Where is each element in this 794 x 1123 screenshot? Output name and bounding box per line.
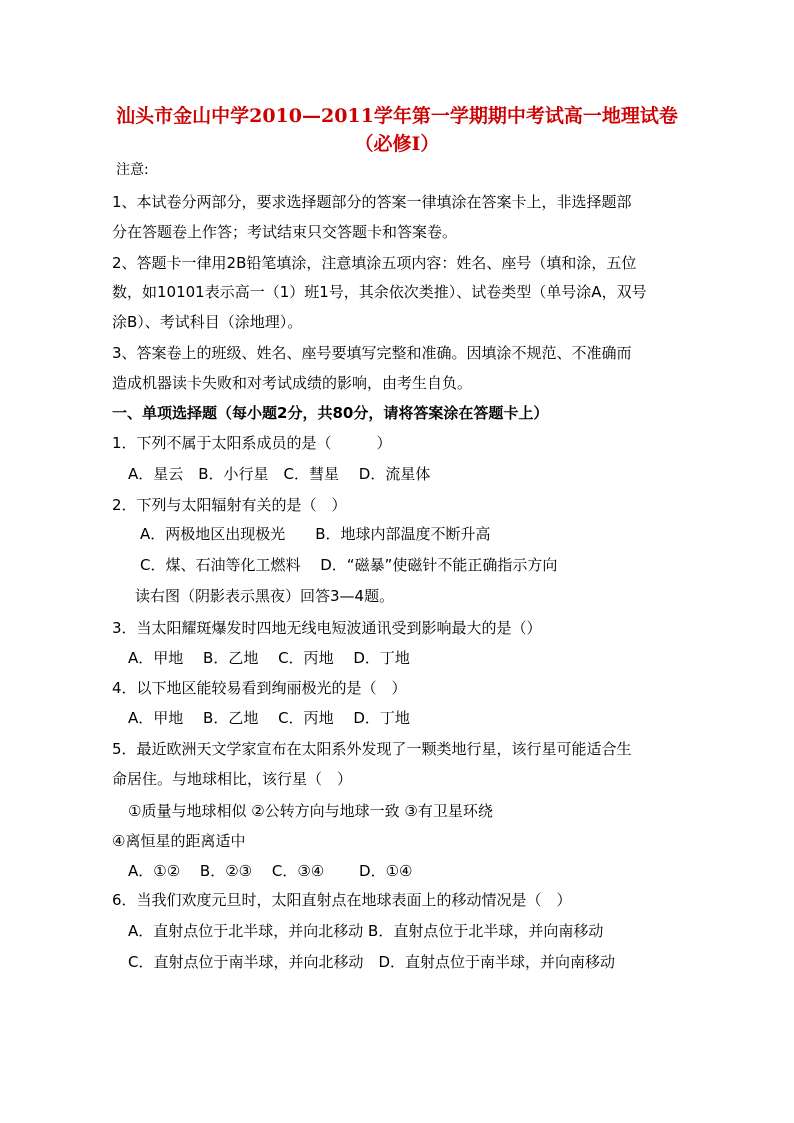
notes-line: 数，如10101表示高一（1）班1号，其余依次类推）、试卷类型（单号涂A，双号 (112, 283, 647, 301)
question-5-choice-a: ①质量与地球相似 ②公转方向与地球一致 ③有卫星环绕 (128, 802, 493, 820)
notes-line: 1、本试卷分两部分，要求选择题部分的答案一律填涂在答案卡上，非选择题部 (112, 193, 632, 211)
exam-title: 汕头市金山中学2010—2011学年第一学期期中考试高一地理试卷 (116, 105, 678, 127)
question-5-options: A．①② B．②③ C．③④ D．①④ (128, 862, 413, 880)
question-5-stem-b: 命居住。与地球相比，该行星（ ） (112, 770, 353, 788)
notes-line: 造成机器读卡失败和对考试成绩的影响，由考生自负。 (112, 374, 473, 392)
question-2-options-a: A．两极地区出现极光 B．地球内部温度不断升高 (140, 525, 491, 543)
question-5-choice-b: ④离恒星的距离适中 (112, 832, 246, 850)
section-heading: 一、单项选择题（每小题2分，共80分，请将答案涂在答题卡上） (112, 404, 549, 422)
read-map-instruction: 读右图（阴影表示黑夜）回答3—4题。 (135, 587, 395, 605)
question-3-options: A．甲地 B．乙地 C．丙地 D．丁地 (128, 649, 410, 667)
question-6-stem: 6．当我们欢度元旦时，太阳直射点在地球表面上的移动情况是（ ） (112, 891, 572, 909)
question-4-stem: 4．以下地区能较易看到绚丽极光的是（ ） (112, 679, 407, 697)
notes-line: 分在答题卷上作答；考试结束只交答题卡和答案卷。 (112, 223, 458, 241)
notes-line: 2、答题卡一律用2B铅笔填涂，注意填涂五项内容：姓名、座号（填和涂，五位 (112, 254, 637, 272)
notes-label: 注意: (116, 162, 149, 178)
question-2-options-b: C．煤、石油等化工燃料 D．“磁暴”使磁针不能正确指示方向 (140, 556, 558, 574)
question-1-stem: 1．下列不属于太阳系成员的是（ ） (112, 434, 392, 452)
question-3-stem: 3．当太阳耀斑爆发时四地无线电短波通讯受到影响最大的是（） (112, 619, 542, 637)
question-4-options: A．甲地 B．乙地 C．丙地 D．丁地 (128, 709, 410, 727)
notes-line: 3、答案卷上的班级、姓名、座号要填写完整和准确。因填涂不规范、不准确而 (112, 344, 632, 362)
question-1-options: A．星云 B．小行星 C．彗星 D．流星体 (128, 465, 431, 483)
question-6-options-a: A．直射点位于北半球，并向北移动 B．直射点位于北半球，并向南移动 (128, 922, 604, 940)
question-2-stem: 2．下列与太阳辐射有关的是（ ） (112, 496, 347, 514)
exam-subtitle: （必修Ⅰ） (354, 133, 440, 155)
notes-line: 涂B）、考试科目（涂地理）。 (112, 313, 303, 331)
question-5-stem-a: 5．最近欧洲天文学家宣布在太阳系外发现了一颗类地行星，该行星可能适合生 (112, 740, 632, 758)
question-6-options-b: C．直射点位于南半球，并向北移动 D．直射点位于南半球，并向南移动 (128, 953, 616, 971)
